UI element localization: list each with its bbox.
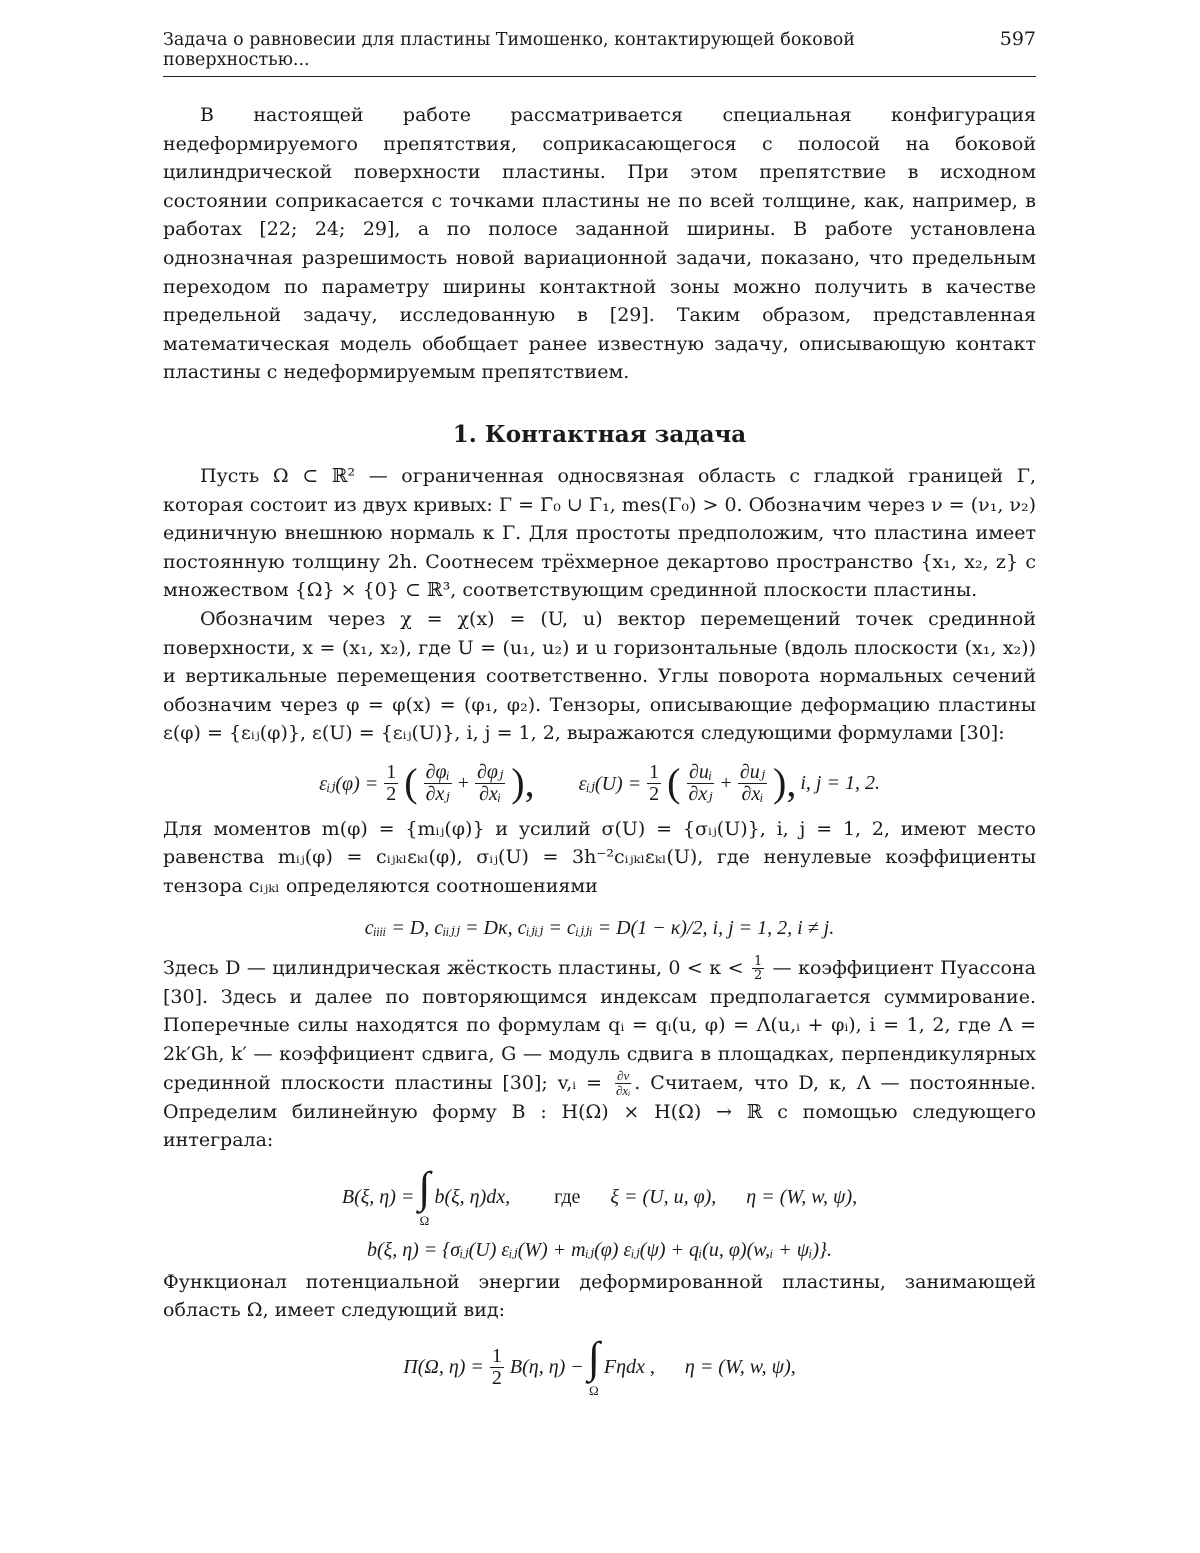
running-head — [163, 28, 1036, 77]
eq3-integral: ∫ Ω — [418, 1162, 431, 1228]
p4-end: . Считаем, что D, κ, Λ — постоянные. Определим билинейную форму B : H(Ω) × H(Ω) → ℝ с помощью следующего интеграла: — [163, 1071, 1036, 1152]
eq1-frac-a: $\frac{\text{∂φᵢ}}{\text{∂xⱼ}}$ — [425, 760, 450, 805]
eq1-plus-2: + — [720, 771, 732, 794]
eq1-frac-c: $\frac{\text{∂uᵢ}}{\text{∂xⱼ}}$ — [688, 760, 713, 805]
eq1-lpar: ( — [404, 760, 418, 806]
paragraph-displacements: Обозначим через χ = χ(x) = (U, u) вектор перемещений точек срединной поверхности, x = (x₁, x₂), где U = (u₁, u₂) и u горизонтальные (вдоль плоскости (x₁, x₂)) и вертикальные перемещения соответственно. Углы поворота нормальных сечений обозначим через φ = φ(x) = (φ₁, φ₂). Тензоры, описывающие деформацию пластины ε(φ) = {εᵢⱼ(φ)}, ε(U) = {εᵢⱼ(U)}, i, j = 1, 2, выражаются следующими формулами [30]: — [163, 607, 1036, 745]
eq5-lhs: Π(Ω, η) = — [403, 1356, 484, 1379]
eq3-where: где — [554, 1186, 581, 1209]
eq3-eta: η = (W, w, ψ), — [746, 1186, 858, 1209]
paragraph-moments: Для моментов m(φ) = {mᵢⱼ(φ)} и усилий σ(U) = {σᵢⱼ(U)}, i, j = 1, 2, имеют место равенства mᵢⱼ(φ) = cᵢⱼₖₗεₖₗ(φ), σᵢⱼ(U) = 3h⁻²cᵢⱼₖₗεₖₗ(U), где ненулевые коэффициенты тензора cᵢⱼₖₗ определяются соотношениями — [163, 817, 1036, 898]
section-title: Контактная задача — [484, 420, 747, 448]
eq3-integrand: b(ξ, η)dx, — [434, 1186, 511, 1209]
p4-frac-derivative: $\frac{\partial v}{\text{∂xᵢ}}$ — [616, 1068, 631, 1099]
paragraph-domain: Пусть Ω ⊂ ℝ² — ограниченная односвязная область с гладкой границей Γ, которая состоит из двух кривых: Γ = Γ̄₀ ∪ Γ̄₁, mes(Γ₀) > 0. Обозначим через ν = (ν₁, ν₂) единичную внешнюю нормаль к Γ. Для простоты предположим, что пластина имеет постоянную толщину 2h. Соотнесем трёхмерное декартово пространство {x₁, x₂, z} с множеством {Ω} × {0} ⊂ ℝ³, соответствующим срединной плоскости пластины. — [163, 464, 1036, 602]
p4-frac-half: $\frac{1}{2}$ — [753, 953, 763, 984]
eq1-plus-1: + — [457, 771, 470, 794]
page-number: 597 — [999, 28, 1036, 50]
eq1-tail: i, j = 1, 2. — [800, 771, 880, 794]
eq4-text: b(ξ, η) = {σᵢⱼ(U) εᵢⱼ(W) + mᵢⱼ(φ) εᵢⱼ(ψ) + qᵢ(u, φ)(w,ᵢ + ψᵢ)}. — [367, 1238, 832, 1261]
p4-pre: Здесь D — цилиндрическая жёсткость пластины, 0 < κ < — [163, 956, 744, 979]
p4-post: — коэффициент Пуассона [30]. Здесь и далее по повторяющимся индексам предполагается суммирование. Поперечные силы находятся по формулам qᵢ = qᵢ(u, φ) = Λ(u,ᵢ + φᵢ), i = 1, 2, где Λ = 2k′Gh, k′ — коэффициент сдвига, G — модуль сдвига в площадках, перпендикулярных срединной плоскости пластины [30]; v,ᵢ = — [163, 956, 1036, 1094]
section-heading — [163, 420, 1036, 450]
eq1-mid: εᵢⱼ(U) = — [578, 772, 642, 795]
page — [163, 28, 1036, 1399]
eq5-mid: B(η, η) − — [509, 1356, 584, 1379]
intro-paragraph: В настоящей работе рассматривается специальная конфигурация недеформируемого препятствия, соприкасающегося с полосой на боковой цилиндрической поверхности пластины. При этом препятствие в исходном состоянии соприкасается с точками пластины не по всей толщине, как, например, в работах [22; 24; 29], а по полосе заданной ширины. В работе установлена однозначная разрешимость новой вариационной задачи, показано, что предельным переходом по параметру ширины контактной зоны можно получить в качестве предельной задачу, исследованную в [29]. Таким образом, представленная математическая модель обобщает ранее известную задачу, описывающую контакт пластины с недеформируемым препятствием. — [163, 104, 1036, 384]
running-title: Задача о равновесии для пластины Тимошенко, контактирующей боковой поверхностью... — [163, 30, 855, 70]
eq3-xi: ξ = (U, u, φ), — [610, 1186, 717, 1209]
eq1-rpar-2: ), — [773, 760, 797, 806]
eq5-eta: η = (W, w, ψ), — [684, 1356, 796, 1379]
eq3-lhs: B(ξ, η) = — [341, 1186, 415, 1209]
eq5-integral: ∫ Ω — [587, 1332, 600, 1398]
eq1-lhs: εᵢⱼ(φ) = — [319, 772, 379, 795]
eq1-frac-b: $\frac{\text{∂φⱼ}}{\text{∂xᵢ}}$ — [477, 760, 504, 805]
eq1-rpar-1: ), — [511, 760, 535, 806]
eq2-text: cᵢᵢᵢᵢ = D, cᵢᵢⱼⱼ = Dκ, cᵢⱼᵢⱼ = cᵢⱼⱼᵢ = D(1 − κ)/2, i, j = 1, 2, i ≠ j. — [364, 916, 835, 939]
eq1-lpar-2: ( — [667, 760, 681, 806]
eq1-half: $\frac{1}{2}$ — [386, 760, 397, 805]
equation-energy-functional — [163, 1332, 1036, 1399]
equation-strain — [163, 762, 1036, 805]
equation-coefficients — [163, 915, 1036, 940]
paragraph-energy: Функционал потенциальной энергии деформированной пластины, занимающей область Ω, имеет следующий вид: — [163, 1270, 1036, 1322]
eq5-half: $\frac{1}{2}$ — [491, 1345, 502, 1390]
section-number: 1. — [452, 420, 477, 448]
paragraph-stiffness — [163, 954, 1036, 1155]
eq1-frac-d: $\frac{\text{∂uⱼ}}{\text{∂xᵢ}}$ — [739, 760, 765, 805]
eq5-integrand: Fηdx , — [603, 1356, 655, 1379]
equation-integrand — [163, 1237, 1036, 1262]
eq1-half-2: $\frac{1}{2}$ — [649, 760, 660, 805]
equation-bilinear-form — [163, 1162, 1036, 1229]
